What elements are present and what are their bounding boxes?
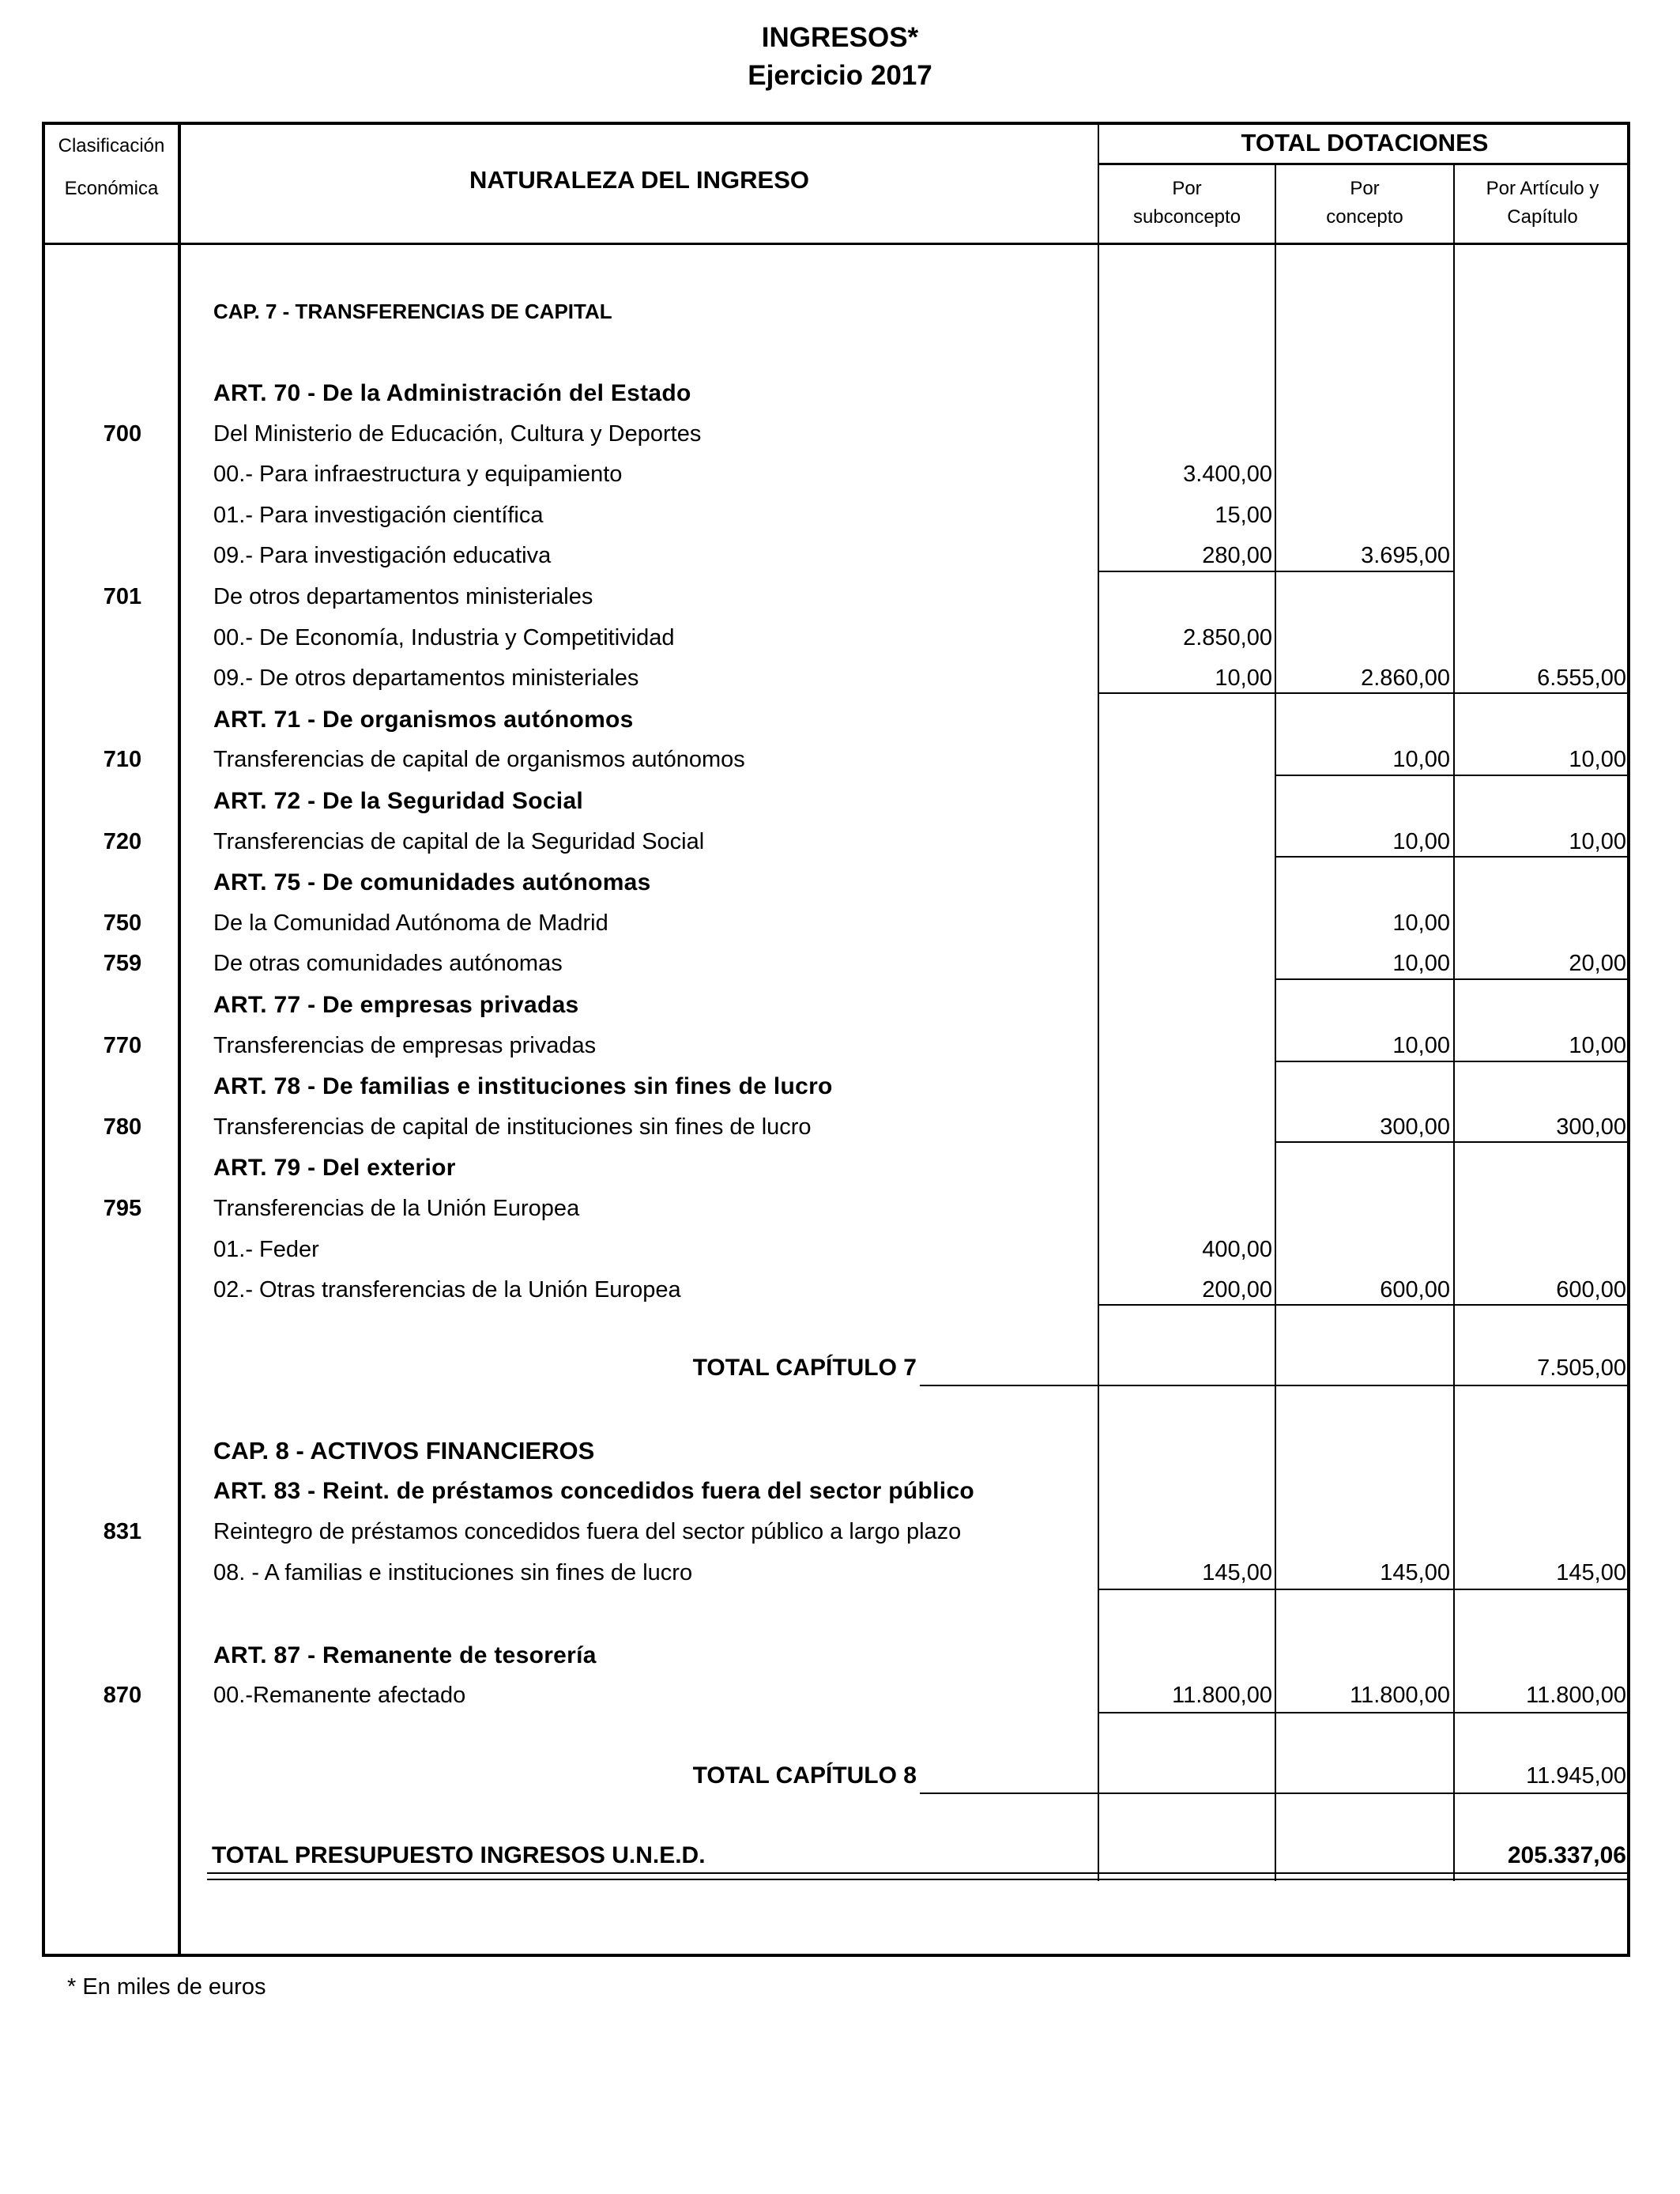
sub-870: 11.800,00 bbox=[1172, 1683, 1272, 1708]
header-por-con: Por bbox=[1350, 178, 1380, 199]
row-description: Transferencias de empresas privadas bbox=[213, 1033, 597, 1058]
art83-heading: ART. 83 - Reint. de préstamos concedidos fuera del sector público bbox=[213, 1478, 975, 1504]
column-divider-sub bbox=[1275, 164, 1276, 1881]
row-subconcepto: 2.850,00 bbox=[1183, 625, 1272, 650]
con-870: 11.800,00 bbox=[1350, 1683, 1450, 1708]
subtotal-line bbox=[1098, 692, 1630, 694]
subtotal-line bbox=[1453, 978, 1630, 980]
header-bottom-line bbox=[42, 243, 1630, 245]
header-concepto: concepto bbox=[1326, 206, 1403, 228]
article-heading: ART. 75 - De comunidades autónomas bbox=[213, 869, 651, 895]
cap7-title: CAP. 7 - TRANSFERENCIAS DE CAPITAL bbox=[213, 300, 612, 323]
row-description: Transferencias de capital de la Seguridad Social bbox=[213, 829, 705, 854]
subtotal-line bbox=[1275, 978, 1453, 980]
row-articulo: 20,00 bbox=[1569, 951, 1626, 976]
footnote: * En miles de euros bbox=[67, 1974, 266, 2000]
row-description: 01.- Para investigación científica bbox=[213, 503, 544, 528]
art-870: 11.800,00 bbox=[1526, 1683, 1626, 1708]
article-heading: ART. 71 - De organismos autónomos bbox=[213, 707, 634, 733]
header-total-dotaciones: TOTAL DOTACIONES bbox=[1241, 129, 1489, 156]
row-articulo: 600,00 bbox=[1556, 1277, 1626, 1302]
total-cap8-underline bbox=[920, 1793, 1098, 1794]
grand-total-line-2 bbox=[207, 1879, 1630, 1880]
total-cap7-label: TOTAL CAPÍTULO 7 bbox=[692, 1355, 917, 1381]
row-code: 759 bbox=[103, 951, 142, 976]
row-subconcepto: 200,00 bbox=[1202, 1277, 1272, 1302]
article-heading: ART. 79 - Del exterior bbox=[213, 1155, 456, 1181]
row-articulo: 10,00 bbox=[1569, 1033, 1626, 1058]
row-description: Transferencias de la Unión Europea bbox=[213, 1196, 580, 1221]
sub-08: 145,00 bbox=[1202, 1560, 1272, 1585]
subtotal-line bbox=[1275, 1061, 1630, 1062]
cap8-title: CAP. 8 - ACTIVOS FINANCIEROS bbox=[213, 1437, 595, 1465]
row-code: 700 bbox=[103, 421, 142, 447]
row-concepto: 10,00 bbox=[1392, 1033, 1450, 1058]
row-code: 795 bbox=[103, 1196, 142, 1221]
article-heading: ART. 77 - De empresas privadas bbox=[213, 992, 579, 1018]
page-subtitle: Ejercicio 2017 bbox=[748, 60, 932, 91]
row-subconcepto: 10,00 bbox=[1215, 665, 1272, 691]
subtotal-line bbox=[1098, 1712, 1630, 1713]
row-concepto: 300,00 bbox=[1380, 1114, 1450, 1140]
row-description: 09.- Para investigación educativa bbox=[213, 543, 552, 568]
subtotal-line bbox=[1098, 1304, 1630, 1306]
header-divider-dotaciones bbox=[1098, 163, 1630, 165]
row-code: 701 bbox=[103, 584, 142, 609]
row-subconcepto: 3.400,00 bbox=[1183, 462, 1272, 487]
total-cap7-value: 7.505,00 bbox=[1537, 1355, 1626, 1381]
article-heading: ART. 70 - De la Administración del Estado bbox=[213, 380, 691, 406]
row-description: 00.- De Economía, Industria y Competitividad bbox=[213, 625, 675, 650]
total-cap7-underline bbox=[920, 1385, 1098, 1386]
row-articulo: 6.555,00 bbox=[1537, 665, 1626, 691]
row-subconcepto: 280,00 bbox=[1202, 543, 1272, 568]
row-description: Transferencias de capital de organismos autónomos bbox=[213, 747, 745, 772]
header-clasificacion: Clasificación bbox=[58, 135, 165, 156]
code-870: 870 bbox=[103, 1683, 142, 1708]
row-articulo: 300,00 bbox=[1556, 1114, 1626, 1140]
total-cap7-line bbox=[1098, 1385, 1630, 1386]
row-concepto: 2.860,00 bbox=[1361, 665, 1450, 691]
text-08: 08. - A familias e instituciones sin fines de lucro bbox=[213, 1560, 693, 1585]
page-title: INGRESOS* bbox=[761, 22, 919, 53]
column-divider-con bbox=[1453, 164, 1455, 1881]
grand-total-value: 205.337,06 bbox=[1507, 1842, 1626, 1868]
art-08: 145,00 bbox=[1556, 1560, 1626, 1585]
row-code: 770 bbox=[103, 1033, 142, 1058]
row-description: 09.- De otros departamentos ministeriales bbox=[213, 665, 639, 691]
row-articulo: 10,00 bbox=[1569, 747, 1626, 772]
grand-total-label: TOTAL PRESUPUESTO INGRESOS U.N.E.D. bbox=[212, 1842, 706, 1868]
text-831: Reintegro de préstamos concedidos fuera del sector público a largo plazo bbox=[213, 1519, 962, 1544]
text-870: 00.-Remanente afectado bbox=[213, 1683, 466, 1708]
row-concepto: 10,00 bbox=[1392, 910, 1450, 936]
row-concepto: 10,00 bbox=[1392, 747, 1450, 772]
subtotal-line bbox=[1275, 775, 1630, 776]
row-articulo: 10,00 bbox=[1569, 829, 1626, 854]
article-heading: ART. 78 - De familias e instituciones sin fines de lucro bbox=[213, 1073, 833, 1099]
row-description: 01.- Feder bbox=[213, 1237, 319, 1262]
header-economica: Económica bbox=[64, 178, 159, 199]
subtotal-line bbox=[1275, 856, 1630, 858]
subtotal-line bbox=[1098, 571, 1453, 572]
header-capitulo: Capítulo bbox=[1507, 206, 1578, 228]
row-subconcepto: 400,00 bbox=[1202, 1237, 1272, 1262]
row-description: 02.- Otras transferencias de la Unión Europea bbox=[213, 1277, 681, 1302]
row-description: De la Comunidad Autónoma de Madrid bbox=[213, 910, 608, 936]
row-description: Del Ministerio de Educación, Cultura y Deportes bbox=[213, 421, 702, 447]
header-subconcepto: subconcepto bbox=[1132, 206, 1241, 228]
con-08: 145,00 bbox=[1380, 1560, 1450, 1585]
row-description: De otros departamentos ministeriales bbox=[213, 584, 593, 609]
row-code: 750 bbox=[103, 910, 142, 936]
header-por-sub: Por bbox=[1172, 178, 1202, 199]
row-concepto: 600,00 bbox=[1380, 1277, 1450, 1302]
row-description: 00.- Para infraestructura y equipamiento bbox=[213, 462, 623, 487]
art87-heading: ART. 87 - Remanente de tesorería bbox=[213, 1642, 597, 1668]
row-code: 710 bbox=[103, 747, 142, 772]
header-naturaleza: NATURALEZA DEL INGRESO bbox=[469, 166, 809, 194]
row-description: Transferencias de capital de instituciones sin fines de lucro bbox=[213, 1114, 812, 1140]
row-concepto: 3.695,00 bbox=[1361, 543, 1450, 568]
row-concepto: 10,00 bbox=[1392, 829, 1450, 854]
code-831: 831 bbox=[103, 1519, 142, 1544]
row-description: De otras comunidades autónomas bbox=[213, 951, 563, 976]
row-code: 780 bbox=[103, 1114, 142, 1140]
subtotal-line bbox=[1275, 1141, 1630, 1143]
row-code: 720 bbox=[103, 829, 142, 854]
total-cap8-value: 11.945,00 bbox=[1526, 1763, 1626, 1789]
total-cap8-line bbox=[1098, 1793, 1630, 1794]
row-subconcepto: 15,00 bbox=[1215, 503, 1272, 528]
total-cap8-label: TOTAL CAPÍTULO 8 bbox=[692, 1762, 917, 1789]
article-heading: ART. 72 - De la Seguridad Social bbox=[213, 788, 584, 814]
row-concepto: 10,00 bbox=[1392, 951, 1450, 976]
grand-total-line-1 bbox=[207, 1872, 1630, 1874]
column-divider-desc bbox=[1098, 122, 1099, 1881]
subtotal-line bbox=[1098, 1589, 1630, 1590]
header-por-articulo: Por Artículo y bbox=[1486, 178, 1599, 199]
